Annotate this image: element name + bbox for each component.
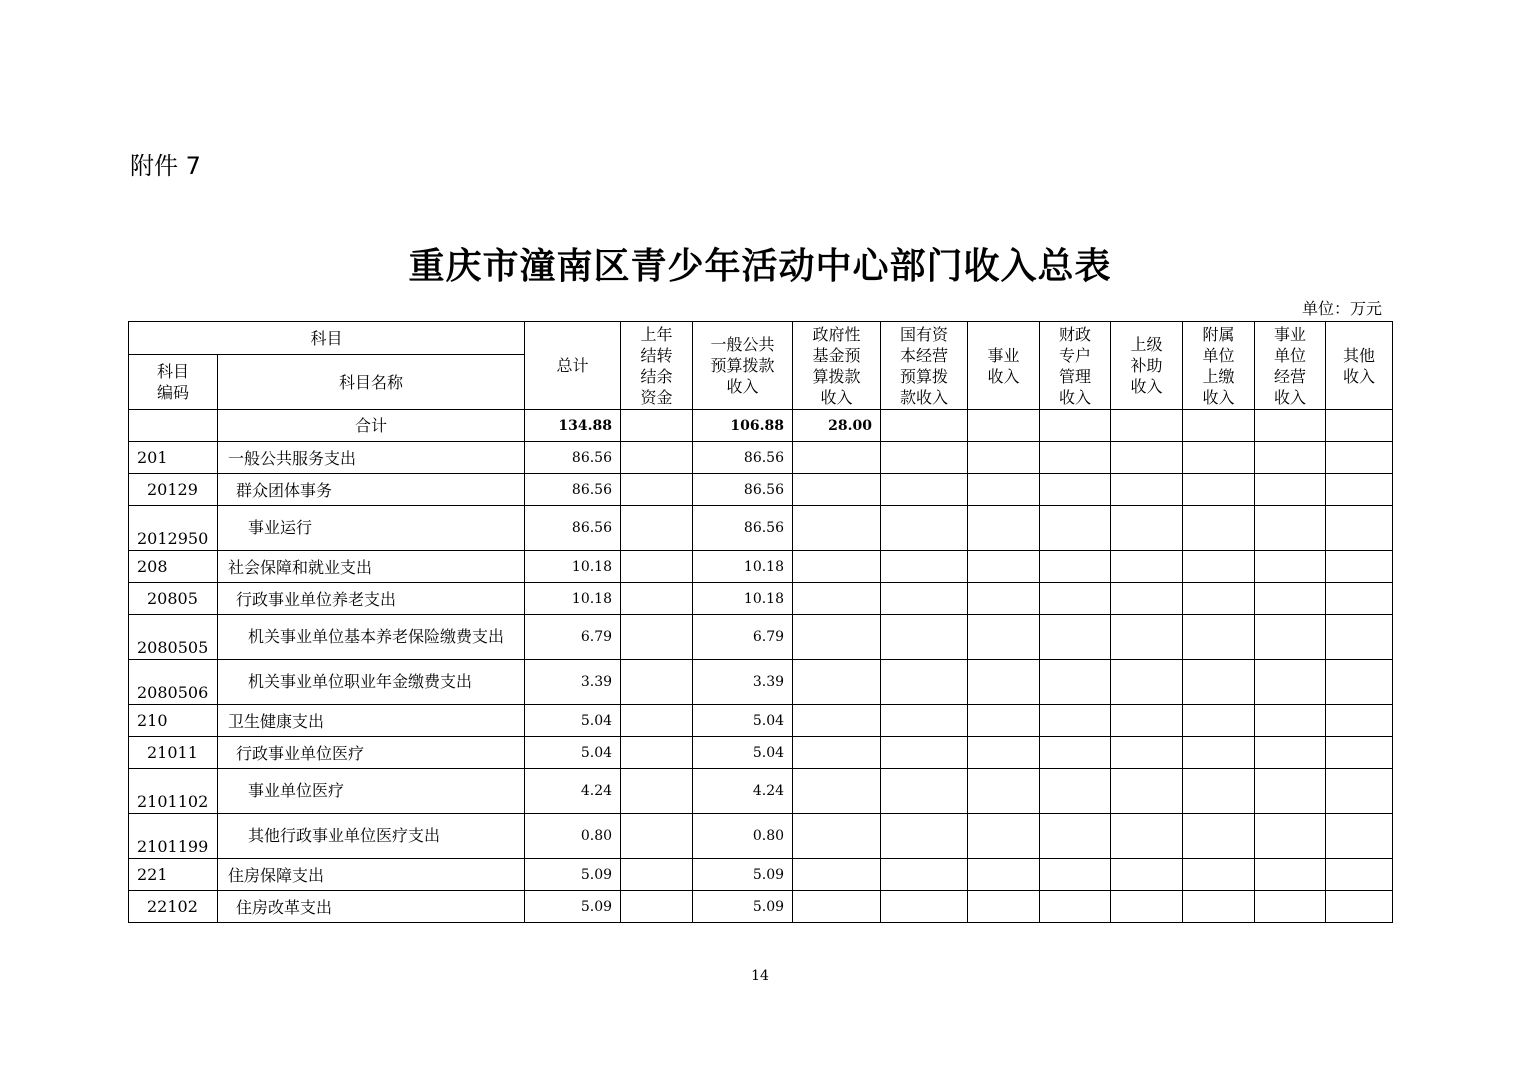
value-cell	[881, 814, 968, 859]
value-cell: 5.04	[525, 705, 621, 737]
value-cell	[793, 615, 881, 660]
value-cell	[621, 769, 693, 814]
value-cell	[1183, 705, 1255, 737]
value-cell	[1326, 442, 1393, 474]
value-cell: 10.18	[525, 551, 621, 583]
value-cell	[793, 506, 881, 551]
table-row	[129, 474, 1393, 506]
value-cell	[968, 891, 1040, 923]
subject-code: 2080505	[129, 615, 218, 660]
value-cell: 4.24	[525, 769, 621, 814]
table-row	[129, 506, 1393, 551]
value-cell	[793, 737, 881, 769]
subject-name: 卫生健康支出	[218, 705, 525, 737]
table-row	[129, 891, 1393, 923]
value-cell	[1326, 737, 1393, 769]
value-cell	[1326, 769, 1393, 814]
value-cell	[1183, 551, 1255, 583]
value-cell	[1326, 474, 1393, 506]
value-cell	[793, 891, 881, 923]
subject-code: 208	[129, 551, 218, 583]
value-cell	[881, 769, 968, 814]
value-cell: 10.18	[693, 551, 793, 583]
value-cell	[968, 474, 1040, 506]
value-cell	[881, 474, 968, 506]
value-cell: 5.09	[693, 891, 793, 923]
header-col: 其他收入	[1326, 322, 1393, 410]
value-cell	[968, 814, 1040, 859]
table-row	[129, 859, 1393, 891]
value-cell	[1111, 814, 1183, 859]
value-cell	[968, 583, 1040, 615]
value-cell: 86.56	[693, 506, 793, 551]
value-cell	[1255, 551, 1326, 583]
value-cell	[968, 551, 1040, 583]
subject-code: 221	[129, 859, 218, 891]
value-cell	[793, 583, 881, 615]
value-cell	[621, 442, 693, 474]
value-cell	[793, 859, 881, 891]
value-cell: 5.04	[693, 705, 793, 737]
table-row	[129, 615, 1393, 660]
attachment-label: 附件 7	[130, 152, 201, 180]
subject-code: 210	[129, 705, 218, 737]
value-cell: 86.56	[525, 506, 621, 551]
unit-label: 单位：万元	[1301, 299, 1382, 318]
value-cell	[1255, 474, 1326, 506]
subject-code: 2101102	[129, 769, 218, 814]
value-cell	[968, 615, 1040, 660]
value-cell	[1040, 506, 1111, 551]
header-col: 一般公共预算拨款收入	[693, 322, 793, 410]
value-cell	[1183, 660, 1255, 705]
value-cell	[793, 769, 881, 814]
value-cell	[793, 474, 881, 506]
value-cell	[1040, 705, 1111, 737]
value-cell	[881, 583, 968, 615]
subject-name: 社会保障和就业支出	[218, 551, 525, 583]
total-value: 134.88	[525, 410, 621, 442]
value-cell	[1183, 859, 1255, 891]
header-col: 事业收入	[968, 322, 1040, 410]
total-row	[129, 410, 1393, 442]
value-cell	[621, 615, 693, 660]
value-cell	[968, 442, 1040, 474]
subject-name: 机关事业单位基本养老保险缴费支出	[218, 615, 525, 660]
value-cell	[881, 705, 968, 737]
subject-name: 事业运行	[218, 506, 525, 551]
value-cell	[1040, 891, 1111, 923]
value-cell: 5.09	[525, 859, 621, 891]
value-cell	[1111, 737, 1183, 769]
value-cell	[881, 891, 968, 923]
value-cell: 10.18	[525, 583, 621, 615]
value-cell	[968, 859, 1040, 891]
value-cell: 4.24	[693, 769, 793, 814]
total-code	[129, 410, 218, 442]
value-cell	[1040, 474, 1111, 506]
subject-name: 机关事业单位职业年金缴费支出	[218, 660, 525, 705]
value-cell	[968, 769, 1040, 814]
value-cell	[1111, 442, 1183, 474]
value-cell	[793, 442, 881, 474]
value-cell: 5.04	[525, 737, 621, 769]
subject-code: 21011	[129, 737, 218, 769]
value-cell	[1040, 737, 1111, 769]
value-cell: 6.79	[693, 615, 793, 660]
value-cell	[1255, 442, 1326, 474]
value-cell	[1040, 551, 1111, 583]
table-row	[129, 583, 1393, 615]
value-cell	[1111, 769, 1183, 814]
value-cell	[1183, 737, 1255, 769]
value-cell	[1255, 660, 1326, 705]
value-cell	[1183, 474, 1255, 506]
value-cell	[1326, 583, 1393, 615]
value-cell	[1255, 705, 1326, 737]
value-cell	[1255, 769, 1326, 814]
total-value	[1040, 410, 1111, 442]
value-cell: 6.79	[525, 615, 621, 660]
value-cell	[1040, 615, 1111, 660]
subject-name: 住房改革支出	[218, 891, 525, 923]
value-cell: 5.09	[525, 891, 621, 923]
subject-name: 群众团体事务	[218, 474, 525, 506]
value-cell: 5.09	[693, 859, 793, 891]
total-value	[621, 410, 693, 442]
table-row	[129, 551, 1393, 583]
subject-code: 2080506	[129, 660, 218, 705]
value-cell	[1326, 814, 1393, 859]
value-cell	[1040, 859, 1111, 891]
value-cell	[1111, 660, 1183, 705]
value-cell	[621, 705, 693, 737]
value-cell	[1183, 891, 1255, 923]
total-value	[1326, 410, 1393, 442]
value-cell: 86.56	[693, 474, 793, 506]
value-cell	[1111, 705, 1183, 737]
value-cell	[1111, 474, 1183, 506]
total-value: 106.88	[693, 410, 793, 442]
page-number: 14	[751, 968, 769, 984]
subject-code: 20129	[129, 474, 218, 506]
subject-code: 2012950	[129, 506, 218, 551]
value-cell: 3.39	[693, 660, 793, 705]
header-col: 上年结转结余资金	[621, 322, 693, 410]
subject-name: 行政事业单位医疗	[218, 737, 525, 769]
value-cell: 0.80	[525, 814, 621, 859]
value-cell	[968, 506, 1040, 551]
value-cell	[1040, 442, 1111, 474]
value-cell	[621, 660, 693, 705]
value-cell	[881, 442, 968, 474]
value-cell	[621, 737, 693, 769]
subject-code: 22102	[129, 891, 218, 923]
value-cell: 3.39	[525, 660, 621, 705]
value-cell	[621, 474, 693, 506]
value-cell	[1255, 583, 1326, 615]
header-col: 政府性基金预算拨款收入	[793, 322, 881, 410]
value-cell	[621, 891, 693, 923]
header-col: 事业单位经营收入	[1255, 322, 1326, 410]
value-cell	[881, 615, 968, 660]
value-cell: 10.18	[693, 583, 793, 615]
value-cell	[1255, 737, 1326, 769]
value-cell	[793, 660, 881, 705]
header-subject: 科目	[129, 322, 525, 355]
value-cell	[1255, 859, 1326, 891]
value-cell: 86.56	[693, 442, 793, 474]
subject-name: 一般公共服务支出	[218, 442, 525, 474]
total-value	[1183, 410, 1255, 442]
value-cell	[1111, 506, 1183, 551]
value-cell	[1326, 615, 1393, 660]
table-row	[129, 769, 1393, 814]
value-cell: 5.04	[693, 737, 793, 769]
value-cell	[1255, 615, 1326, 660]
value-cell	[1326, 705, 1393, 737]
table-row	[129, 660, 1393, 705]
value-cell	[793, 551, 881, 583]
value-cell: 86.56	[525, 442, 621, 474]
value-cell	[1111, 891, 1183, 923]
value-cell	[621, 583, 693, 615]
subject-name: 住房保障支出	[218, 859, 525, 891]
value-cell	[881, 660, 968, 705]
header-col: 国有资本经营预算拨款收入	[881, 322, 968, 410]
header-col: 财政专户管理收入	[1040, 322, 1111, 410]
total-value	[968, 410, 1040, 442]
value-cell	[1183, 814, 1255, 859]
value-cell	[968, 737, 1040, 769]
value-cell	[621, 506, 693, 551]
value-cell	[968, 660, 1040, 705]
value-cell	[1183, 506, 1255, 551]
value-cell	[1111, 583, 1183, 615]
value-cell	[1183, 583, 1255, 615]
income-table	[128, 321, 1393, 923]
value-cell	[1040, 583, 1111, 615]
subject-code: 20805	[129, 583, 218, 615]
header-subject-code: 科目编码	[129, 355, 218, 410]
total-value: 28.00	[793, 410, 881, 442]
value-cell	[1326, 859, 1393, 891]
value-cell	[793, 705, 881, 737]
header-col: 附属单位上缴收入	[1183, 322, 1255, 410]
header-subject-name: 科目名称	[218, 355, 525, 410]
value-cell: 86.56	[525, 474, 621, 506]
subject-name: 其他行政事业单位医疗支出	[218, 814, 525, 859]
value-cell	[1111, 615, 1183, 660]
table-row	[129, 814, 1393, 859]
value-cell	[968, 705, 1040, 737]
value-cell	[1040, 814, 1111, 859]
subject-code: 2101199	[129, 814, 218, 859]
subject-name: 行政事业单位养老支出	[218, 583, 525, 615]
subject-code: 201	[129, 442, 218, 474]
value-cell	[1040, 660, 1111, 705]
header-col: 上级补助收入	[1111, 322, 1183, 410]
value-cell	[793, 814, 881, 859]
value-cell	[1255, 814, 1326, 859]
value-cell	[1255, 891, 1326, 923]
value-cell	[1326, 506, 1393, 551]
value-cell	[1040, 769, 1111, 814]
value-cell	[1183, 769, 1255, 814]
value-cell	[1326, 660, 1393, 705]
value-cell	[881, 737, 968, 769]
total-label: 合计	[218, 410, 525, 442]
subject-name: 事业单位医疗	[218, 769, 525, 814]
value-cell	[1183, 442, 1255, 474]
value-cell	[1111, 859, 1183, 891]
value-cell	[881, 859, 968, 891]
value-cell	[1111, 551, 1183, 583]
header-row-1	[129, 322, 1393, 355]
value-cell	[1326, 891, 1393, 923]
value-cell	[621, 859, 693, 891]
value-cell	[621, 814, 693, 859]
table-row	[129, 705, 1393, 737]
value-cell	[881, 506, 968, 551]
value-cell	[1183, 615, 1255, 660]
value-cell	[1255, 506, 1326, 551]
table-row	[129, 442, 1393, 474]
value-cell	[881, 551, 968, 583]
total-value	[1111, 410, 1183, 442]
page-title: 重庆市潼南区青少年活动中心部门收入总表	[408, 245, 1112, 287]
value-cell	[1326, 551, 1393, 583]
total-value	[881, 410, 968, 442]
table-row	[129, 737, 1393, 769]
value-cell: 0.80	[693, 814, 793, 859]
value-cell	[621, 551, 693, 583]
total-value	[1255, 410, 1326, 442]
header-col: 总计	[525, 322, 621, 410]
